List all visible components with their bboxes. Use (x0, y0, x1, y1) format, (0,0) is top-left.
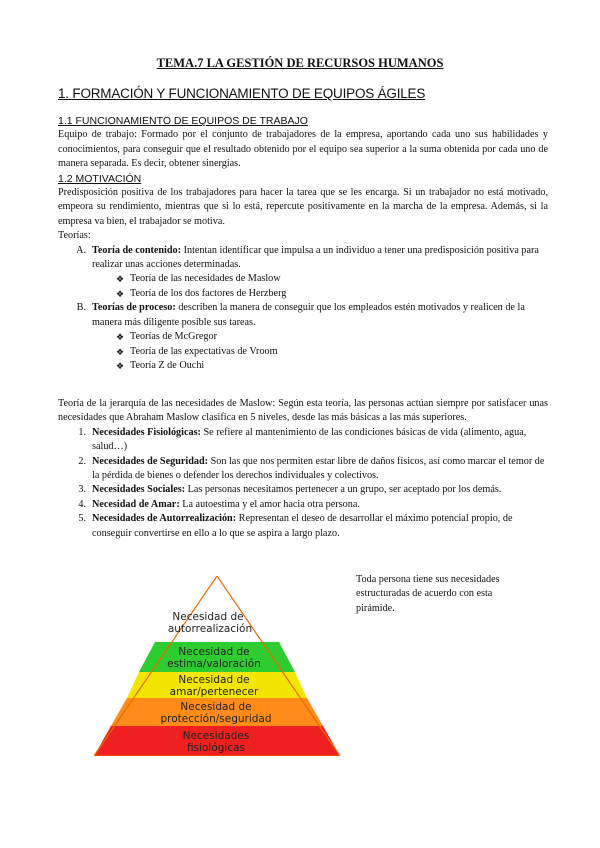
theory-b-item (58, 301, 548, 330)
diamond-bullet-icon: ❖ (116, 360, 125, 371)
pyramid-label-2b: estima/valoración (167, 658, 261, 670)
section-heading-1: 1. FORMACIÓN Y FUNCIONAMIENTO DE EQUIPOS ÁGILES (58, 86, 426, 101)
pyramid-label-5a: Necesidades (182, 730, 250, 742)
pyramid-label-5b: fisiológicas (186, 742, 246, 754)
pyramid-label-4b: protección/seguridad (160, 713, 272, 725)
maslow-item-4: 4. Necesidad de Amar: La autoestima y el amor hacia otra persona. (78, 498, 360, 510)
diamond-bullet-icon: ❖ (116, 346, 125, 357)
theory-a-item (58, 244, 548, 273)
theories-label: Teorías: (58, 230, 91, 242)
team-definition-paragraph: Equipo de trabajo: Formado por el conjunto de trabajadores de la empresa, aportando cada uno sus habilidades y conocimientos, para conseguir que el resultado obtenido por el equipo sea superior a la suma obtenida por cada uno de manera separada. Es decir, obtener sinergias. (58, 129, 548, 170)
section-heading-1-1: 1.1 FUNCIONAMIENTO DE EQUIPOS DE TRABAJO (58, 115, 308, 127)
motivation-paragraph: Predisposición positiva de los trabajadores para hacer la tarea que se les encarga. Si un trabajador no está motivado, empeora su rendimiento, mientras que si lo está, repercute positivamente en la marcha de la empresa. Además, si la empresa va bien, el trabajador se motiva. (58, 187, 548, 227)
maslow-pyramid (94, 576, 340, 756)
maslow-item-2: 2. Necesidades de Seguridad: Son las que nos permiten estar libre de daños físicos, así como marcar el temor de la pérdida de bienes o defender los derechos individuales y colectivos. (78, 455, 545, 482)
pyramid-note: Toda persona tiene sus necesidades estructuradas de acuerdo con esta pirámide. (356, 574, 500, 614)
theory-a-text: Intentan identificar que impulsa a un individuo a tener una predisposición positiva para realizar unas acciones determinadas. (92, 244, 539, 271)
pyramid-label-3b: amar/pertenecer (169, 686, 259, 698)
list-letter: B. (76, 302, 86, 314)
list-letter: A. (76, 244, 86, 256)
list-item: ❖ Teoría de las expectativas de Vroom (58, 345, 548, 359)
list-item: ❖ Teoría de las necesidades de Maslow (58, 272, 548, 286)
theory-b-label: Teorías de proceso: (92, 302, 176, 314)
maslow-item-5: 5. Necesidades de Autorrealización: Representan el deseo de desarrollar el máximo potencial propio, de conseguir convertirse en ello a lo que se aspira a largo plazo. (78, 513, 513, 539)
pyramid-label-4a: Necesidad de (180, 701, 252, 713)
list-item: ❖ Teoría de los dos factores de Herzberg (58, 287, 548, 301)
diamond-bullet-icon: ❖ (116, 288, 125, 299)
section-1-1 (58, 114, 548, 373)
maslow-intro-paragraph: Teoría de la jerarquía de las necesidades de Maslow: Según esta teoría, las personas actúan siempre por satisfacer unas necesidades que Abraham Maslow clasifica en 5 niveles, desde las más básicas a las más superiores. (58, 398, 548, 424)
pyramid-label-1b: autorrealización (167, 623, 253, 635)
maslow-item-1: 1. Necesidades Fisiológicas: Se refiere al mantenimiento de las condiciones básicas de vida (alimento, agua, salud…) (78, 426, 527, 453)
pyramid-label-3a: Necesidad de (178, 674, 250, 686)
theory-b-text: describen la manera de conseguir que los empleados estén motivados y realicen de la manera más diligente posible sus tareas. (92, 302, 525, 328)
diamond-bullet-icon: ❖ (116, 274, 125, 285)
maslow-item-3: 3. Necesidades Sociales: Las personas necesitamos pertenecer a un grupo, ser aceptado por los demás. (78, 484, 502, 496)
diamond-bullet-icon: ❖ (116, 332, 125, 343)
list-item: ❖ Teoría Z de Ouchi (58, 359, 548, 373)
section-heading-1-2: 1.2 MOTIVACIÓN (58, 172, 142, 185)
theory-a-label: Teoría de contenido: (92, 244, 182, 256)
maslow-section (58, 397, 548, 541)
pyramid-label-1a: Necesidad de (172, 611, 244, 623)
document-title: TEMA.7 LA GESTIÓN DE RECURSOS HUMANOS (156, 56, 444, 70)
pyramid-level-1 (190, 576, 244, 612)
list-item: ❖ Teorías de McGregor (58, 330, 548, 344)
pyramid-label-2a: Necesidad de (178, 646, 250, 658)
